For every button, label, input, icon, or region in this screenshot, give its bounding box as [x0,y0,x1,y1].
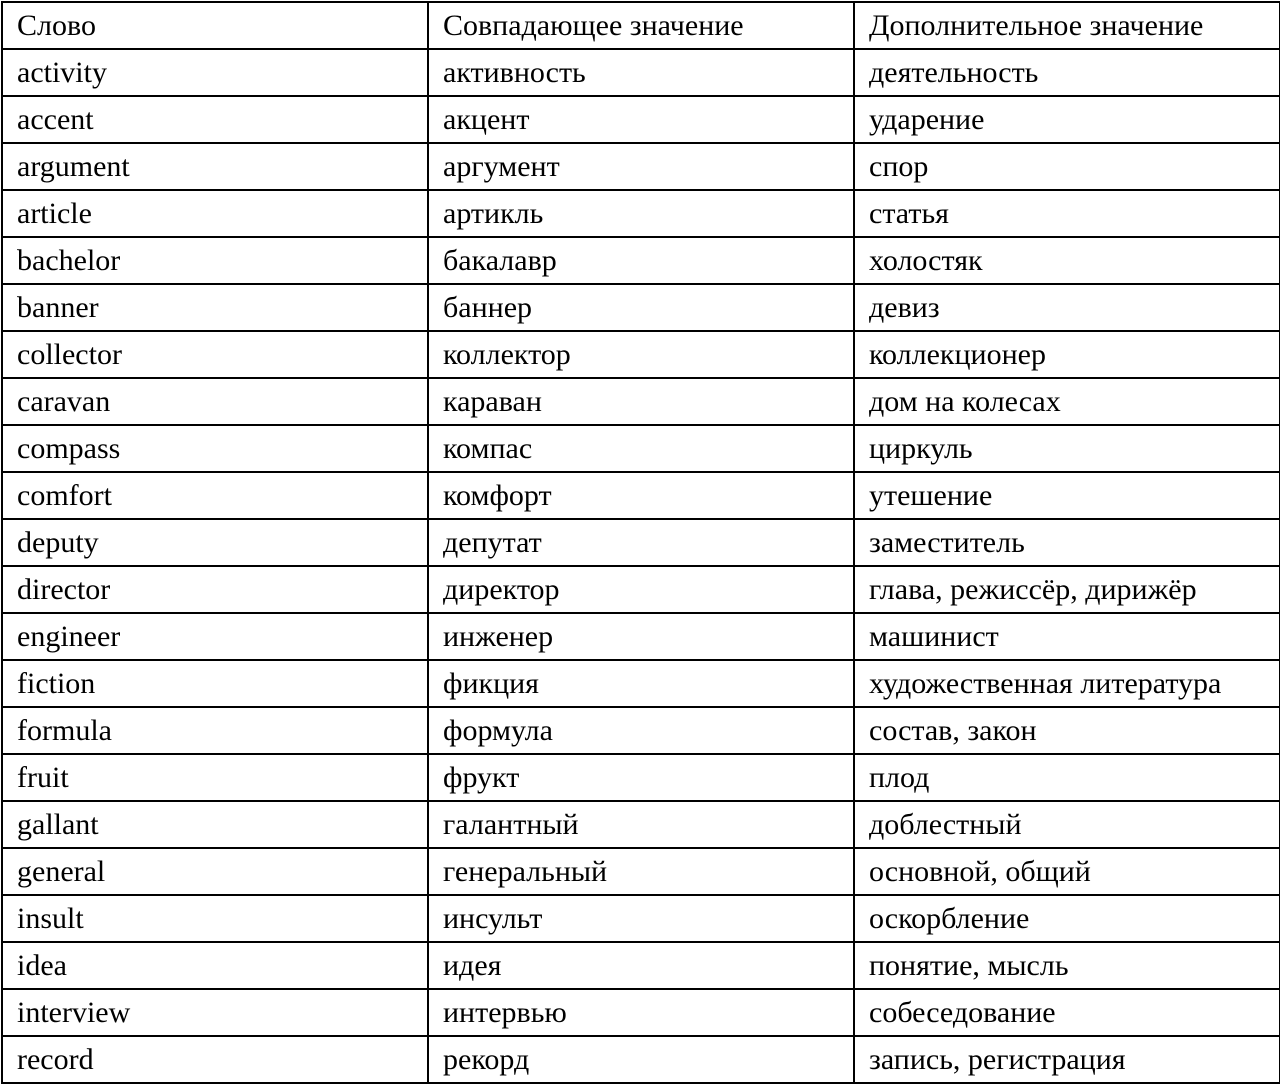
word-cell: banner [2,284,428,331]
additional-meaning-cell: машинист [854,613,1280,660]
table-row [2,425,1280,472]
matching-meaning-cell: комфорт [428,472,854,519]
word-cell: activity [2,49,428,96]
additional-meaning-cell: запись, регистрация [854,1036,1280,1083]
matching-meaning-cell: активность [428,49,854,96]
word-cell: deputy [2,519,428,566]
matching-meaning-cell: генеральный [428,848,854,895]
matching-meaning-cell: аргумент [428,143,854,190]
additional-meaning-cell: девиз [854,284,1280,331]
additional-meaning-cell: доблестный [854,801,1280,848]
table-row [2,895,1280,942]
table-row [2,707,1280,754]
matching-meaning-cell: формула [428,707,854,754]
matching-meaning-cell: директор [428,566,854,613]
table-row [2,472,1280,519]
table-row [2,754,1280,801]
matching-meaning-cell: инженер [428,613,854,660]
additional-meaning-cell: художественная литература [854,660,1280,707]
vocabulary-table [1,1,1280,1084]
word-cell: interview [2,989,428,1036]
matching-meaning-cell: артикль [428,190,854,237]
table-row [2,566,1280,613]
table-row [2,801,1280,848]
matching-meaning-cell: инсульт [428,895,854,942]
matching-meaning-cell: компас [428,425,854,472]
table-row [2,237,1280,284]
table-row [2,96,1280,143]
header-row [2,2,1280,49]
word-cell: gallant [2,801,428,848]
table-row [2,378,1280,425]
matching-meaning-cell: рекорд [428,1036,854,1083]
word-cell: record [2,1036,428,1083]
additional-meaning-cell: дом на колесах [854,378,1280,425]
word-cell: fiction [2,660,428,707]
additional-meaning-cell: плод [854,754,1280,801]
word-cell: director [2,566,428,613]
table-row [2,942,1280,989]
table-row [2,660,1280,707]
word-cell: article [2,190,428,237]
table-row [2,284,1280,331]
word-cell: bachelor [2,237,428,284]
additional-meaning-cell: статья [854,190,1280,237]
table-header [2,2,1280,49]
word-cell: fruit [2,754,428,801]
table-row [2,613,1280,660]
matching-meaning-cell: бакалавр [428,237,854,284]
table-row [2,989,1280,1036]
matching-meaning-cell: фикция [428,660,854,707]
matching-meaning-cell: баннер [428,284,854,331]
word-cell: comfort [2,472,428,519]
word-cell: compass [2,425,428,472]
additional-meaning-cell: ударение [854,96,1280,143]
table-row [2,519,1280,566]
table-row [2,1036,1280,1083]
header-matching-meaning: Совпадающее значение [428,2,854,49]
table-row [2,49,1280,96]
additional-meaning-cell: утешение [854,472,1280,519]
word-cell: collector [2,331,428,378]
matching-meaning-cell: интервью [428,989,854,1036]
matching-meaning-cell: коллектор [428,331,854,378]
additional-meaning-cell: оскорбление [854,895,1280,942]
matching-meaning-cell: галантный [428,801,854,848]
header-word: Слово [2,2,428,49]
matching-meaning-cell: фрукт [428,754,854,801]
additional-meaning-cell: деятельность [854,49,1280,96]
additional-meaning-cell: собеседование [854,989,1280,1036]
additional-meaning-cell: холостяк [854,237,1280,284]
word-cell: caravan [2,378,428,425]
word-cell: accent [2,96,428,143]
additional-meaning-cell: основной, общий [854,848,1280,895]
table-row [2,190,1280,237]
matching-meaning-cell: акцент [428,96,854,143]
word-cell: formula [2,707,428,754]
matching-meaning-cell: депутат [428,519,854,566]
additional-meaning-cell: состав, закон [854,707,1280,754]
word-cell: engineer [2,613,428,660]
matching-meaning-cell: караван [428,378,854,425]
header-additional-meaning: Дополнительное значение [854,2,1280,49]
word-cell: idea [2,942,428,989]
word-cell: argument [2,143,428,190]
additional-meaning-cell: спор [854,143,1280,190]
additional-meaning-cell: понятие, мысль [854,942,1280,989]
table-row [2,331,1280,378]
additional-meaning-cell: коллекционер [854,331,1280,378]
additional-meaning-cell: заместитель [854,519,1280,566]
additional-meaning-cell: глава, режиссёр, дирижёр [854,566,1280,613]
word-cell: general [2,848,428,895]
additional-meaning-cell: циркуль [854,425,1280,472]
table-body [2,49,1280,1083]
table-row [2,143,1280,190]
matching-meaning-cell: идея [428,942,854,989]
table-row [2,848,1280,895]
word-cell: insult [2,895,428,942]
